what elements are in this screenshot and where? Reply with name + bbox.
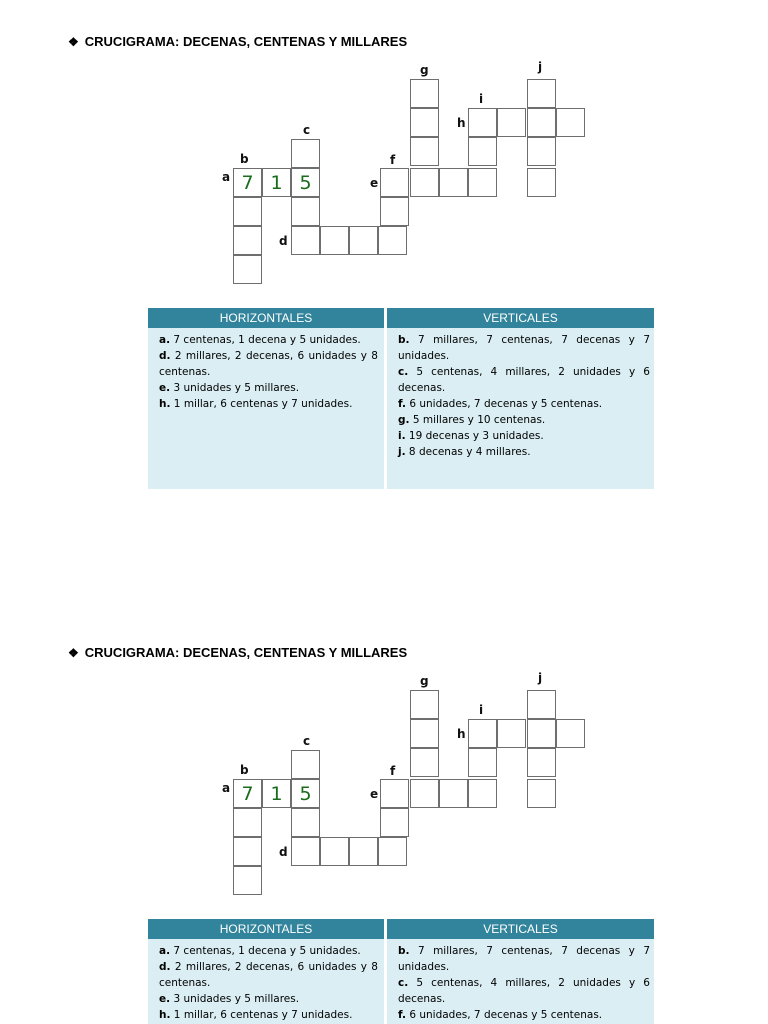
crossword-cell[interactable] [497, 108, 526, 137]
crossword-cell[interactable] [291, 837, 320, 866]
crossword-cell[interactable] [527, 719, 556, 748]
title-text: CRUCIGRAMA: DECENAS, CENTENAS Y MILLARES [84, 645, 408, 660]
worksheet-title [68, 34, 407, 49]
clue-item: g. 5 millares y 10 centenas. [398, 414, 546, 426]
horizontales-header: HORIZONTALES [148, 919, 384, 939]
crossword-cell[interactable] [556, 719, 585, 748]
cell-digit: 1 [270, 782, 283, 805]
label-i: i [479, 703, 484, 717]
label-g: g [420, 674, 429, 688]
crossword-cell[interactable] [262, 779, 291, 808]
crossword-cell[interactable] [527, 748, 556, 777]
cell-digit: 5 [299, 171, 312, 194]
label-e: e [370, 176, 379, 190]
crossword-cell[interactable] [320, 837, 349, 866]
clues-table [148, 308, 654, 489]
crossword-cell[interactable] [439, 168, 468, 197]
crossword-cell[interactable] [380, 168, 409, 197]
crossword-cell[interactable] [349, 837, 378, 866]
clue-item: b. 7 millares, 7 centenas, 7 decenas y 7 unidades. [398, 334, 650, 362]
clue-item: a. 7 centenas, 1 decena y 5 unidades. [159, 945, 361, 957]
crossword-cell[interactable] [262, 168, 291, 197]
clue-item: e. 3 unidades y 5 millares. [159, 382, 300, 394]
crossword-cell[interactable] [468, 168, 497, 197]
crossword-cell[interactable] [439, 779, 468, 808]
clue-item: j. 8 decenas y 4 millares. [398, 446, 531, 458]
crossword-cell[interactable] [468, 137, 497, 166]
crossword-cell[interactable] [527, 108, 556, 137]
clue-item: a. 7 centenas, 1 decena y 5 unidades. [159, 334, 361, 346]
label-h: h [457, 116, 466, 130]
worksheet-title [68, 645, 407, 660]
label-b: b [240, 152, 249, 166]
crossword-cell[interactable] [233, 226, 262, 255]
label-b: b [240, 763, 249, 777]
clue-item: h. 1 millar, 6 centenas y 7 unidades. [159, 398, 353, 410]
crossword-cell[interactable] [291, 226, 320, 255]
label-g: g [420, 63, 429, 77]
horizontales-column [148, 308, 384, 489]
diamond-bullet-icon: ❖ [68, 645, 79, 660]
crossword-cell[interactable] [527, 79, 556, 108]
crossword-cell[interactable] [468, 719, 497, 748]
horizontales-header: HORIZONTALES [148, 308, 384, 328]
crossword-cell[interactable] [410, 168, 439, 197]
crossword-cell[interactable] [378, 226, 407, 255]
crossword-cell[interactable] [527, 779, 556, 808]
worksheet-section-1 [0, 0, 768, 500]
crossword-cell[interactable] [233, 837, 262, 866]
crossword-cell[interactable] [468, 108, 497, 137]
crossword-cell[interactable] [233, 197, 262, 226]
crossword-cell[interactable] [291, 779, 320, 808]
crossword-cell[interactable] [468, 779, 497, 808]
crossword-cell[interactable] [320, 226, 349, 255]
worksheet-section-2 [0, 611, 768, 1024]
verticales-column [387, 919, 654, 1024]
crossword-cell[interactable] [410, 690, 439, 719]
crossword-cell[interactable] [378, 837, 407, 866]
horizontales-column [148, 919, 384, 1024]
clue-item: d. 2 millares, 2 decenas, 6 unidades y 8 centenas. [159, 350, 378, 378]
title-text: CRUCIGRAMA: DECENAS, CENTENAS Y MILLARES [84, 34, 408, 49]
label-d: d [279, 234, 288, 248]
crossword-cell[interactable] [291, 139, 320, 168]
crossword-cell[interactable] [410, 779, 439, 808]
crossword-cell[interactable] [410, 137, 439, 166]
label-a: a [222, 170, 231, 184]
label-d: d [279, 845, 288, 859]
cell-digit: 5 [299, 782, 312, 805]
crossword-cell[interactable] [556, 108, 585, 137]
label-h: h [457, 727, 466, 741]
clue-item: c. 5 centenas, 4 millares, 2 unidades y 6 decenas. [398, 366, 650, 394]
crossword-cell[interactable] [410, 748, 439, 777]
crossword-cell[interactable] [527, 137, 556, 166]
clue-item: i. 19 decenas y 3 unidades. [398, 430, 544, 442]
diamond-bullet-icon: ❖ [68, 34, 79, 49]
crossword-cell[interactable] [291, 197, 320, 226]
clue-item: e. 3 unidades y 5 millares. [159, 993, 300, 1005]
crossword-cell[interactable] [291, 168, 320, 197]
crossword-grid [218, 666, 590, 901]
crossword-cell[interactable] [291, 808, 320, 837]
label-c: c [303, 123, 311, 137]
verticales-column [387, 308, 654, 489]
crossword-cell[interactable] [380, 808, 409, 837]
label-f: f [390, 153, 396, 167]
crossword-cell[interactable] [380, 779, 409, 808]
crossword-cell[interactable] [380, 197, 409, 226]
label-e: e [370, 787, 379, 801]
clues-table [148, 919, 654, 1024]
clue-item: f. 6 unidades, 7 decenas y 5 centenas. [398, 1009, 603, 1021]
clue-item: c. 5 centenas, 4 millares, 2 unidades y 6 decenas. [398, 977, 650, 1005]
label-c: c [303, 734, 311, 748]
clue-item: h. 1 millar, 6 centenas y 7 unidades. [159, 1009, 353, 1021]
cell-digit: 1 [270, 171, 283, 194]
label-f: f [390, 764, 396, 778]
clue-item: b. 7 millares, 7 centenas, 7 decenas y 7 unidades. [398, 945, 650, 973]
crossword-cell[interactable] [233, 866, 262, 895]
crossword-cell[interactable] [410, 79, 439, 108]
cell-digit: 7 [241, 782, 254, 805]
crossword-cell[interactable] [291, 750, 320, 779]
crossword-cell[interactable] [233, 255, 262, 284]
crossword-cell[interactable] [233, 808, 262, 837]
cell-digit: 7 [241, 171, 254, 194]
crossword-cell[interactable] [410, 108, 439, 137]
label-j: j [538, 60, 543, 74]
crossword-cell[interactable] [233, 168, 262, 197]
crossword-cell[interactable] [527, 168, 556, 197]
crossword-cell[interactable] [527, 690, 556, 719]
crossword-cell[interactable] [468, 748, 497, 777]
label-i: i [479, 92, 484, 106]
crossword-cell[interactable] [349, 226, 378, 255]
crossword-cell[interactable] [497, 719, 526, 748]
label-a: a [222, 781, 231, 795]
clue-item: f. 6 unidades, 7 decenas y 5 centenas. [398, 398, 603, 410]
crossword-grid [218, 55, 590, 290]
clue-item: d. 2 millares, 2 decenas, 6 unidades y 8 centenas. [159, 961, 378, 989]
crossword-cell[interactable] [233, 779, 262, 808]
crossword-cell[interactable] [410, 719, 439, 748]
verticales-header: VERTICALES [387, 919, 654, 939]
label-j: j [538, 671, 543, 685]
verticales-header: VERTICALES [387, 308, 654, 328]
